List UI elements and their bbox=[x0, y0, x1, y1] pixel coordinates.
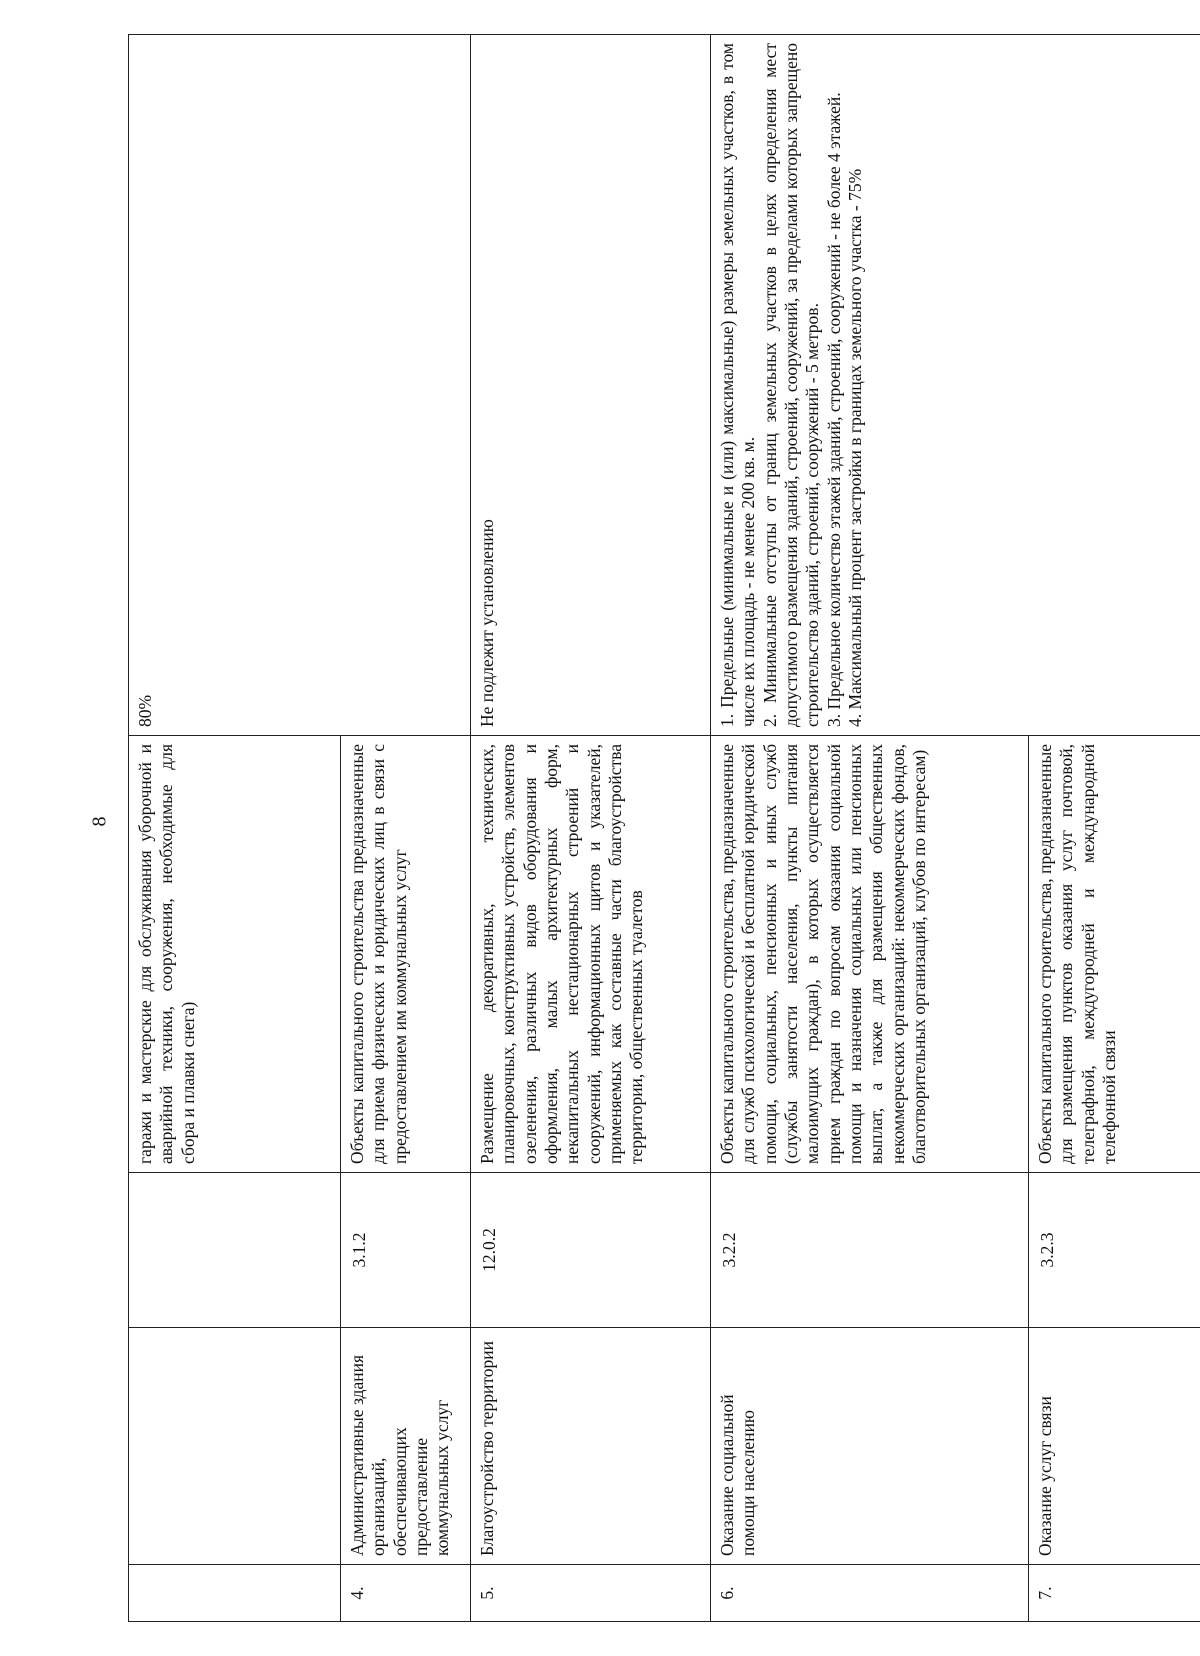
table-row bbox=[471, 35, 711, 1622]
building-parameters bbox=[711, 35, 1200, 736]
parameter-line: Не подлежит установлению bbox=[477, 519, 497, 727]
page-number: 8 bbox=[88, 816, 111, 827]
use-type-name: Оказание услуг связи bbox=[1029, 1328, 1200, 1565]
table-row bbox=[129, 35, 341, 1622]
building-parameters bbox=[129, 35, 471, 736]
parameter-line: 2. Минимальные отступы от границ земельных участков в целях определения мест допустимого размещения зданий, строений, сооружений, за пределами которых запрещено строительство зданий, строений, сооружений - 5 метров. bbox=[759, 43, 823, 727]
parameter-line: 3. Предельное количество этажей зданий, строений, сооружений - не более 4 этажей. bbox=[823, 92, 844, 727]
use-type-name: Оказание социальной помощи населению bbox=[711, 1328, 1029, 1565]
parameter-line: 80% bbox=[135, 694, 155, 727]
rotated-table-container bbox=[128, 34, 1200, 1622]
use-description: Объекты капитального строительства предназначенные для приема физических и юридических лиц в связи с предоставлением им коммунальных услуг bbox=[341, 736, 471, 1173]
use-description: Размещение декоративных, технических, планировочных, конструктивных устройств, элементов озеленения, различных видов оборудования и оформления, малых архитектурных форм, некапитальных нестационарных строений и сооружений, информационных щитов и указателей, применяемых как составные части благоустройства территории, общественных туалетов bbox=[471, 736, 711, 1173]
use-type-name: Административные здания организаций, обеспечивающих предоставление коммунальных услуг bbox=[341, 1328, 471, 1565]
classifier-code: 3.2.3 bbox=[1029, 1173, 1200, 1328]
table-row bbox=[711, 35, 1029, 1622]
building-parameters bbox=[471, 35, 711, 736]
row-number: 6. bbox=[711, 1565, 1029, 1622]
row-number: 7. bbox=[1029, 1565, 1200, 1622]
parameter-line: 1. Предельные (минимальные и (или) максимальные) размеры земельных участков, в том числе их площадь - не менее 200 кв. м. bbox=[717, 43, 759, 727]
row-number bbox=[129, 1565, 341, 1622]
classifier-code: 3.1.2 bbox=[341, 1173, 471, 1328]
use-description: Объекты капитального строительства, предназначенные для размещения пунктов оказания услуг почтовой, телеграфной, междугородней и международной телефонной связи bbox=[1029, 736, 1200, 1173]
land-use-table bbox=[128, 34, 1200, 1622]
use-description: Объекты капитального строительства, предназначенные для служб психологической и бесплатной юридической помощи, социальных, пенсионных и иных служб (службы занятости населения, пункты питания малоимущих граждан), в которых осуществляется прием граждан по вопросам оказания социальной помощи и назначения социальных или пенсионных выплат, а также для размещения общественных некоммерческих организаций: некоммерческих фондов, благотворительных организаций, клубов по интересам) bbox=[711, 736, 1029, 1173]
use-description: гаражи и мастерские для обслуживания уборочной и аварийной техники, сооружения, необходимые для сбора и плавки снега) bbox=[129, 736, 341, 1173]
use-type-name: Благоустройство территории bbox=[471, 1328, 711, 1565]
classifier-code: 3.2.2 bbox=[711, 1173, 1029, 1328]
parameter-line: 4. Максимальный процент застройки в границах земельного участка - 75% bbox=[845, 168, 866, 727]
classifier-code bbox=[129, 1173, 341, 1328]
use-type-name bbox=[129, 1328, 341, 1565]
classifier-code: 12.0.2 bbox=[471, 1173, 711, 1328]
row-number: 4. bbox=[341, 1565, 471, 1622]
row-number: 5. bbox=[471, 1565, 711, 1622]
